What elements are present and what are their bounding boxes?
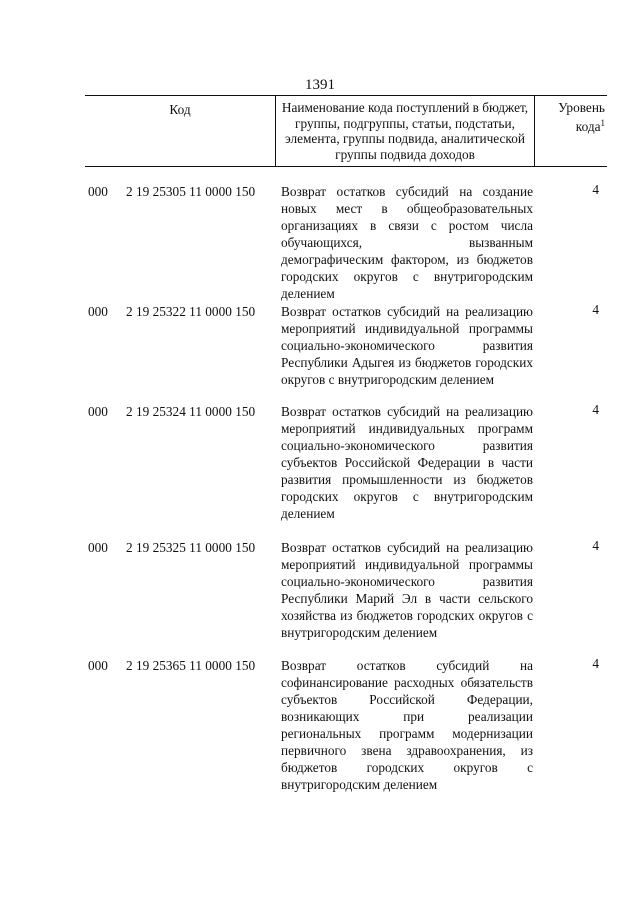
code-prefix: 000	[88, 304, 108, 319]
revenue-description: Возврат остатков субсидий на реализацию мероприятий индивидуальной программы социально-экономического развития Республики Адыгея из бюджетов городских округов с внутригородским делением	[281, 304, 533, 387]
revenue-description: Возврат остатков субсидий на реализацию мероприятий индивидуальных программ социально-экономического развития субъектов Российской Федерации в части развития промышленности из бюджетов городских округов с внутригородским делением	[281, 404, 533, 521]
code-prefix: 000	[88, 184, 108, 199]
table-header	[85, 95, 607, 167]
page-number: 1391	[305, 77, 335, 93]
header-level-footnote: 1	[600, 117, 605, 128]
code-level: 4	[592, 302, 599, 317]
revenue-description: Возврат остатков субсидий на создание новых мест в общеобразовательных организациях в связи с ростом числа обучающихся, вызванным демографическим фактором, из бюджетов городских округов с внутригородским делением	[281, 184, 533, 301]
code-level: 4	[592, 182, 599, 197]
code-level: 4	[592, 656, 599, 671]
code-prefix: 000	[88, 658, 108, 673]
code-prefix: 000	[88, 404, 108, 419]
code-level: 4	[592, 402, 599, 417]
header-code: Код	[169, 102, 191, 117]
revenue-code: 2 19 25324 11 0000 150	[126, 404, 256, 419]
code-level: 4	[592, 538, 599, 553]
revenue-code: 2 19 25325 11 0000 150	[126, 540, 256, 555]
header-level	[534, 96, 607, 166]
revenue-description: Возврат остатков субсидий на софинансирование расходных обязательств субъектов Российской Федерации, возникающих при реализации региональных программ модернизации первичного звена здравоохранения, из бюджетов городских округов с внутригородским делением	[281, 658, 533, 792]
revenue-code: 2 19 25365 11 0000 150	[126, 658, 256, 673]
revenue-code: 2 19 25305 11 0000 150	[126, 184, 256, 199]
header-name: Наименование кода поступлений в бюджет, группы, подгруппы, статьи, подстатьи, элемента, группы подвида, аналитической группы подвида доходов	[275, 96, 535, 166]
header-level-label: Уровень кода	[558, 100, 605, 134]
revenue-description: Возврат остатков субсидий на реализацию мероприятий индивидуальной программы социально-экономического развития Республики Марий Эл в части сельского хозяйства из бюджетов городских округов с внутригородским делением	[281, 540, 533, 640]
code-prefix: 000	[88, 540, 108, 555]
revenue-code: 2 19 25322 11 0000 150	[126, 304, 256, 319]
